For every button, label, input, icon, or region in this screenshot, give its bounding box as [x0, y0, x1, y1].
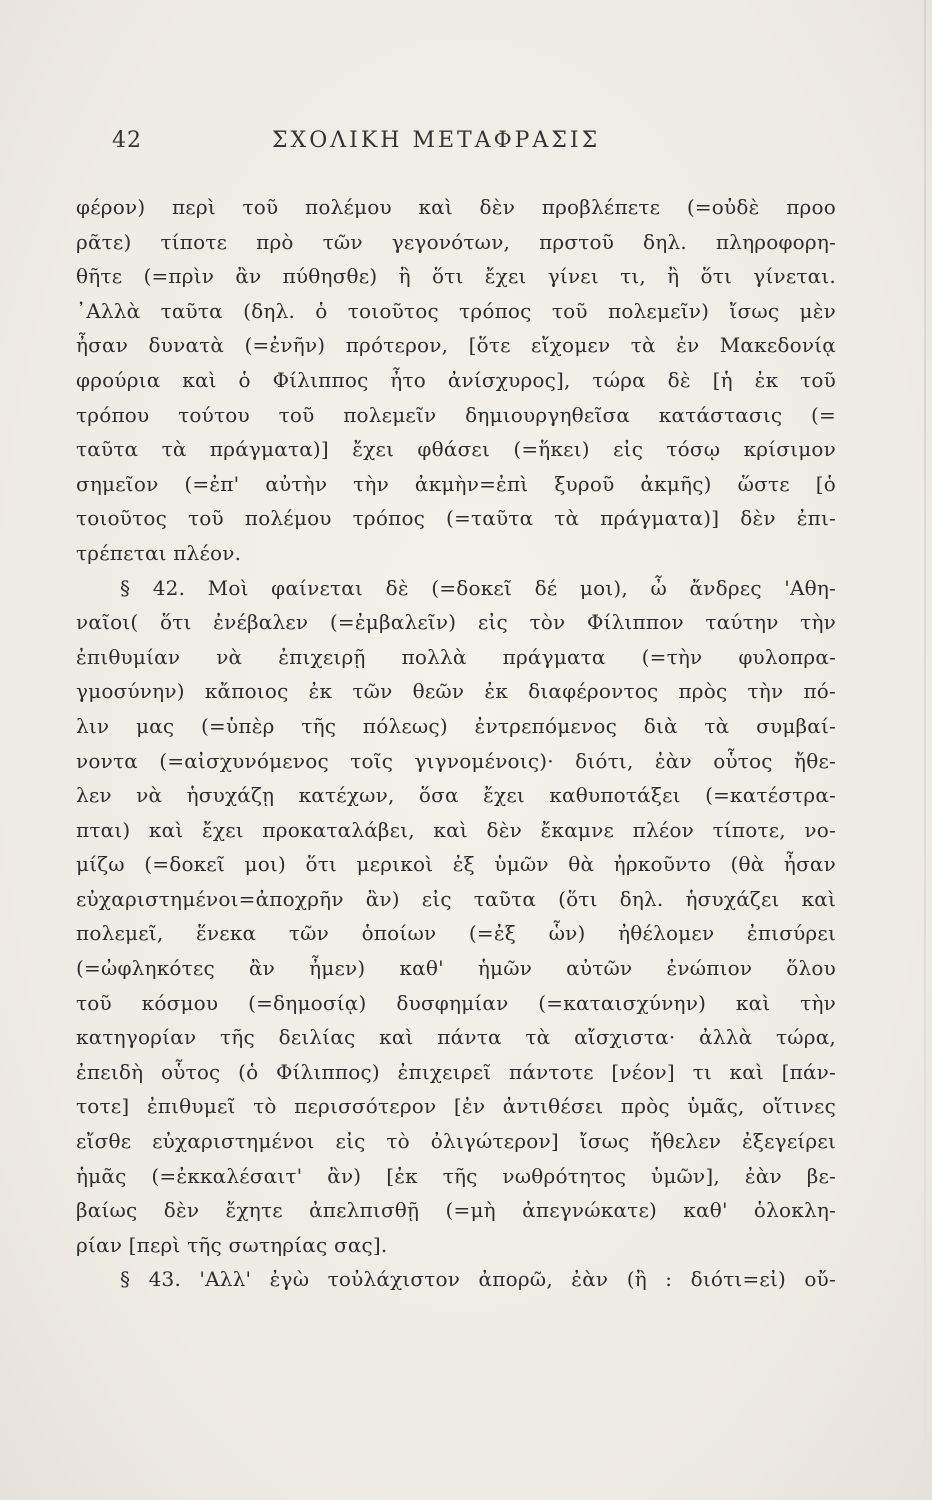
text-line: φέρον) περὶ τοῦ πολέμου καὶ δὲν προβλέπετε (=οὐδὲ προο: [76, 195, 836, 219]
body-text: [76, 190, 836, 1297]
text-line: τρόπου τούτου τοῦ πολεμεῖν δημιουργηθεῖσα κατάστασις (=: [76, 402, 836, 427]
text-line: ᾿Αλλὰ ταῦτα (δηλ. ὁ τοιοῦτος τρόπος τοῦ πολεμεῖν) ἴσως μὲν: [76, 298, 836, 323]
text-line: ταῦτα τὰ πράγματα)] ἔχει φθάσει (=ἥκει) εἰς τόσῳ κρίσιμον: [76, 437, 836, 462]
text-line: ρίαν [περὶ τῆς σωτηρίας σας].: [76, 1232, 388, 1257]
text-line: ἐπειδὴ οὗτος (ὁ Φίλιππος) ἐπιχειρεῖ πάντοτε [νέον] τι καὶ [πάν-: [76, 1059, 836, 1084]
running-title: ΣΧΟΛΙΚΗ ΜΕΤΑΦΡΑΣΙΣ: [272, 128, 601, 153]
text-line: ἐπιθυμίαν νὰ ἐπιχειρῇ πολλὰ πράγματα (=τὴν φυλοπρα-: [76, 644, 836, 669]
text-line: νοντα (=αἰσχυνόμενος τοῖς γιγνομένοις)· διότι, ἐὰν οὗτος ἤθε-: [76, 748, 836, 773]
text-line: πολεμεῖ, ἕνεκα τῶν ὁποίων (=ἐξ ὧν) ἠθέλομεν ἐπισύρει: [76, 921, 836, 946]
text-line: φρούρια καὶ ὁ Φίλιππος ἦτο ἀνίσχυρος], τώρα δὲ [ἡ ἐκ τοῦ: [76, 367, 836, 392]
section-42-start: § 42. Μοὶ φαίνεται δὲ (=δοκεῖ δέ μοι), ὦ ἄνδρες 'Αθη-: [120, 575, 836, 600]
text-line: ναῖοι( ὅτι ἐνέβαλεν (=ἐμβαλεῖν) εἰς τὸν Φίλιππον ταύτην τὴν: [76, 610, 836, 635]
page-number: 42: [112, 128, 142, 153]
text-line: ἡμᾶς (=ἐκκαλέσαιτ' ἂν) [ἐκ τῆς νωθρότητος ὑμῶν], ἐὰν βε-: [76, 1163, 836, 1188]
text-line: ρᾶτε) τίποτε πρὸ τῶν γεγονότων, πρστοῦ δηλ. πληροφορη-: [76, 229, 836, 254]
text-line: τοῦ κόσμου (=δημοσίᾳ) δυσφημίαν (=καταισχύνην) καὶ τὴν: [76, 990, 836, 1015]
text-line: θῆτε (=πρὶν ἂν πύθησθε) ἢ ὅτι ἔχει γίνει τι, ἢ ὅτι γίνεται.: [76, 264, 836, 289]
page-edge: [924, 0, 926, 1500]
text-line: πται) καὶ ἔχει προκαταλάβει, καὶ δὲν ἔκαμνε πλέον τίποτε, νο-: [76, 817, 836, 842]
text-line: ἦσαν δυνατὰ (=ἐνῆν) πρότερον, [ὅτε εἴχομεν τὰ ἐν Μακεδονίᾳ: [76, 333, 836, 358]
text-line: βαίως δὲν ἔχητε ἀπελπισθῇ (=μὴ ἀπεγνώκατε) καθ' ὁλοκλη-: [76, 1198, 836, 1223]
text-line: τοιοῦτος τοῦ πολέμου τρόπος (=ταῦτα τὰ πράγματα)] δὲν ἐπι-: [76, 506, 836, 531]
text-line: κατηγορίαν τῆς δειλίας καὶ πάντα τὰ αἴσχιστα· ἀλλὰ τώρα,: [76, 1025, 836, 1050]
page-header: [112, 128, 822, 162]
text-line: λεν νὰ ἡσυχάζῃ κατέχων, ὅσα ἔχει καθυποτάξει (=κατέστρα-: [76, 783, 836, 808]
text-line: τοτε] ἐπιθυμεῖ τὸ περισσότερον [ἐν ἀντιθέσει πρὸς ὑμᾶς, οἵτινες: [76, 1094, 836, 1119]
text-line: μίζω (=δοκεῖ μοι) ὅτι μερικοὶ ἐξ ὑμῶν θὰ ἠρκοῦντο (θὰ ἦσαν: [76, 852, 836, 877]
text-line: γμοσύνην) κἄποιος ἐκ τῶν θεῶν ἐκ διαφέροντος πρὸς τὴν πό-: [76, 679, 836, 704]
section-43-start: § 43. 'Αλλ' ἐγὼ τοὐλάχιστον ἀπορῶ, ἐὰν (ἢ : διότι=εἰ) οὔ-: [120, 1267, 836, 1292]
text-line: λιν μας (=ὑπὲρ τῆς πόλεως) ἐντρεπόμενος διὰ τὰ συμβαί-: [76, 713, 836, 738]
text-line: σημεῖον (=ἐπ' αὐτὴν τὴν ἀκμὴν=ἐπὶ ξυροῦ ἀκμῆς) ὥστε [ὁ: [76, 471, 836, 496]
text-line: εὐχαριστημένοι=ἀποχρῆν ἂν) εἰς ταῦτα (ὅτι δηλ. ἡσυχάζει καὶ: [76, 886, 836, 911]
text-line: εἴσθε εὐχαριστημένοι εἰς τὸ ὀλιγώτερον] ἴσως ἤθελεν ἐξεγείρει: [76, 1129, 836, 1154]
text-line: τρέπεται πλέον.: [76, 540, 242, 565]
text-line: (=ὠφληκότες ἂν ἦμεν) καθ' ἡμῶν αὐτῶν ἐνώπιον ὅλου: [76, 956, 836, 981]
